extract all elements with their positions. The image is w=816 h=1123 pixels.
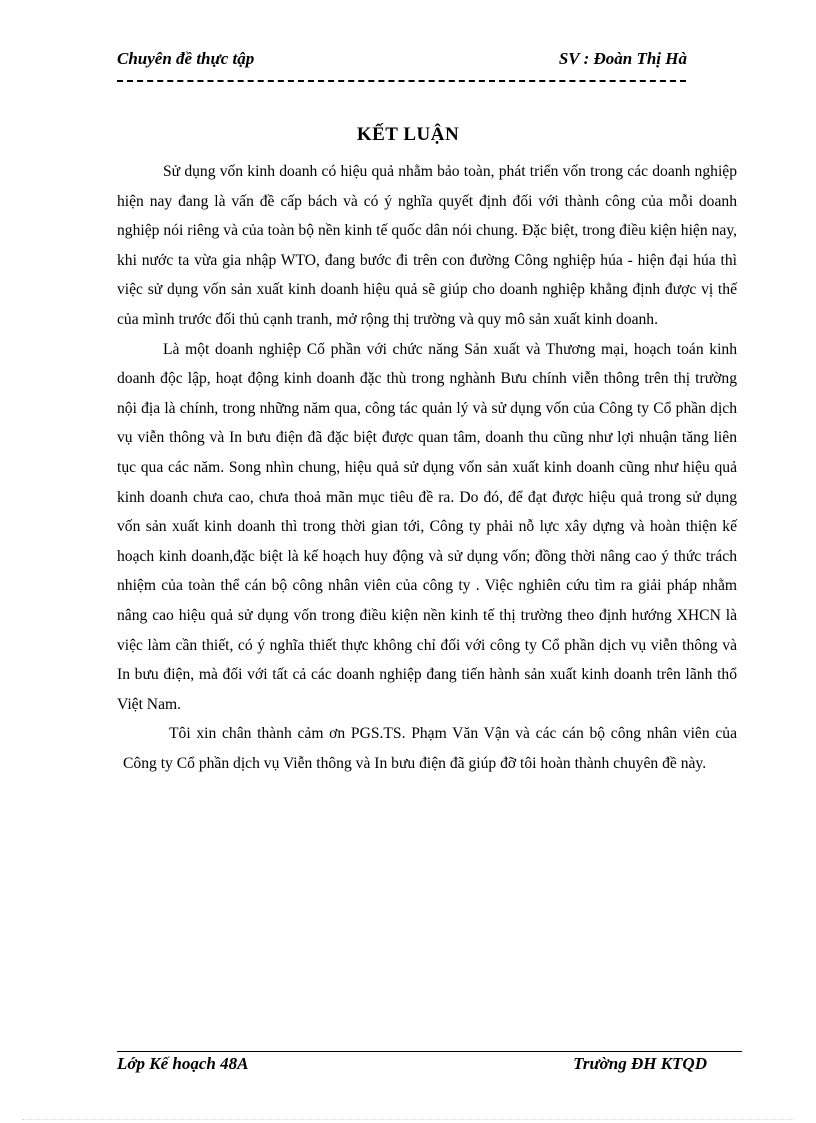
header-student-name: SV : Đoàn Thị Hà: [558, 49, 687, 68]
page-title: KẾT LUẬN: [356, 124, 460, 145]
footer-class-name: Lớp Kế hoạch 48A: [117, 1054, 249, 1073]
paragraph-3: Tôi xin chân thành cảm ơn PGS.TS. Phạm Văn Vận và các cán bộ công nhân viên của Công ty Cổ phần dịch vụ Viễn thông và In bưu điện đã giúp đỡ tôi hoàn thành chuyên đề này.: [123, 725, 737, 772]
paragraph-2: Là một doanh nghiệp Cổ phần với chức năng Sản xuất và Thương mại, hoạch toán kinh doanh độc lập, hoạt động kinh doanh đặc thù trong nghành Bưu chính viễn thông trên thị trường nội địa là chính, trong những năm qua, công tác quản lý và sử dụng vốn của Công ty Cổ phần dịch vụ viễn thông và In bưu điện đã đặc biệt được quan tâm, doanh thu cũng như lợi nhuận tăng liên tục qua các năm. Song nhìn chung, hiệu quả sử dụng vốn sản xuất kinh doanh cũng như hiệu quả kinh doanh chưa cao, chưa thoả mãn mục tiêu đề ra. Do đó, để đạt được hiệu quả trong sử dụng vốn sản xuất kinh doanh thì trong thời gian tới, Công ty phải nỗ lực xây dựng và hoàn thiện kế hoạch kinh doanh,đặc biệt là kế hoạch huy động và sử dụng vốn; đồng thời nâng cao ý thức trách nhiệm của toàn thể cán bộ công nhân viên của công ty . Việc nghiên cứu tìm ra giải pháp nhằm nâng cao hiệu quả sử dụng vốn trong điều kiện nền kinh tế thị trường theo định hướng XHCN là việc làm cần thiết, có ý nghĩa thiết thực không chỉ đối với công ty Cổ phần dịch vụ viễn thông và In bưu điện, mà đối với tất cả các doanh nghiệp đang tiến hành sản xuất kinh doanh trên lãnh thổ Việt Nam.: [117, 340, 737, 713]
footer-divider: [117, 1051, 742, 1052]
header-divider: [117, 80, 686, 82]
page-footer: [117, 1054, 707, 1078]
page-bottom-edge: [22, 1119, 794, 1120]
paragraph-1: Sử dụng vốn kinh doanh có hiệu quả nhằm bảo toàn, phát triển vốn trong các doanh nghiệp hiện nay đang là vấn đề cấp bách và có ý nghĩa quyết định đối với thành công của mỗi doanh nghiệp nói riêng và của toàn bộ nền kinh tế quốc dân nói chung. Đặc biệt, trong điều kiện hiện nay, khi nước ta vừa gia nhập WTO, đang bước đi trên con đường Công nghiệp húa - hiện đại húa thì việc sử dụng vốn sản xuất kinh doanh hiệu quả sẽ giúp cho doanh nghiệp khẳng định được vị thế của mình trước đối thủ cạnh tranh, mở rộng thị trường và quy mô sản xuất kinh doanh.: [117, 163, 737, 328]
header-document-type: Chuyên đề thực tập: [117, 49, 255, 68]
document-body: [117, 157, 737, 778]
page-header: [117, 49, 687, 73]
footer-university: Trường ĐH KTQD: [573, 1054, 707, 1073]
